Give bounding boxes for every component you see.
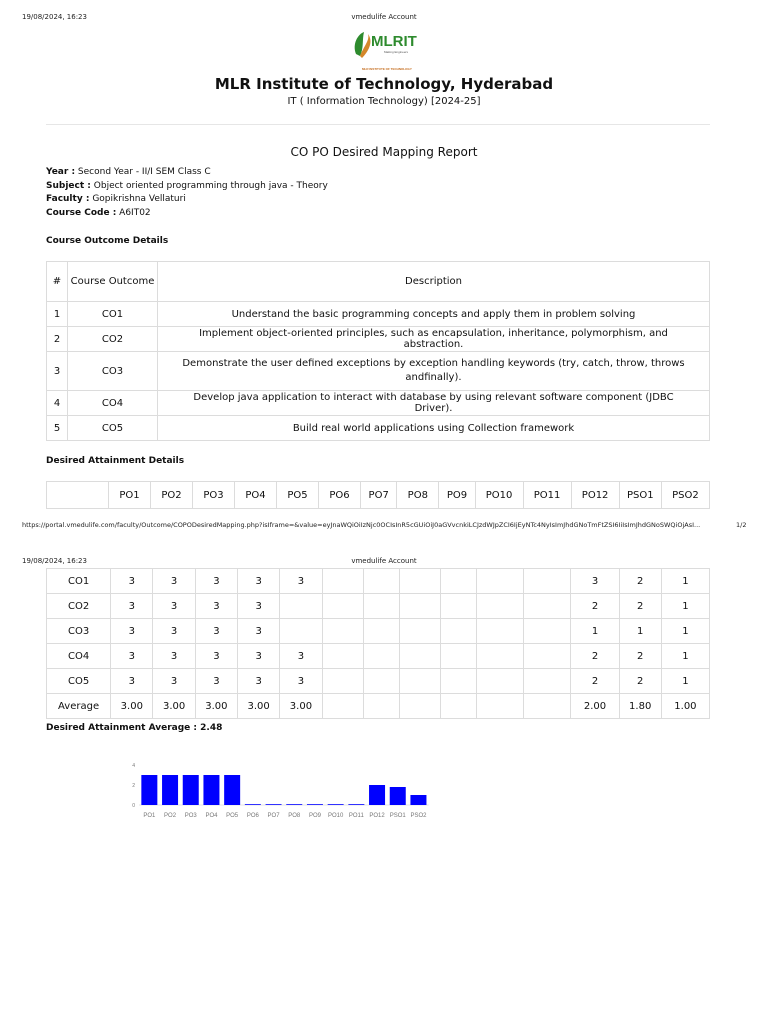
- bar-po4: [203, 775, 219, 805]
- course-outcome-heading: Course Outcome Details: [46, 236, 169, 246]
- table-row: 3 CO3 Demonstrate the user defined exceptions by exception handling keywords (try, catch, throw, throws andfinally).: [47, 352, 710, 391]
- x-tick-label: PO1: [143, 813, 156, 819]
- header-cell: PO11: [523, 482, 571, 509]
- header-cell: [47, 482, 109, 509]
- logo-subtitle: MLR INSTITUTE OF TECHNOLOGY: [362, 67, 412, 71]
- table-cell: 3: [195, 619, 237, 644]
- table-cell: 3: [238, 569, 280, 594]
- table-cell: 1: [661, 569, 709, 594]
- page-number: 1/2: [736, 521, 747, 529]
- table-cell: 2: [571, 644, 619, 669]
- table-cell: [322, 644, 363, 669]
- table-cell: [524, 669, 571, 694]
- table-cell: [476, 644, 523, 669]
- table-row: [47, 669, 710, 694]
- table-cell: 3.00: [280, 694, 322, 719]
- table-cell: 3: [153, 669, 195, 694]
- table-cell: [280, 594, 322, 619]
- attainment-average: Desired Attainment Average : 2.48: [46, 723, 223, 733]
- table-cell: [476, 569, 523, 594]
- logo-text: MLRIT: [371, 33, 417, 50]
- table-cell: Average: [47, 694, 111, 719]
- department-name: IT ( Information Technology) [2024-25]: [287, 96, 481, 107]
- table-cell: [399, 694, 440, 719]
- x-tick-label: PO9: [308, 813, 321, 819]
- table-cell: [322, 694, 363, 719]
- table-cell: [364, 619, 400, 644]
- table-cell: [322, 669, 363, 694]
- y-tick-label: 0: [132, 803, 135, 809]
- y-tick-label: 4: [132, 763, 135, 769]
- table-row: 2 CO2 Implement object-oriented principles, such as encapsulation, inheritance, polymorphism, and abstraction.: [47, 327, 710, 352]
- table-cell: [476, 669, 523, 694]
- header-cell: PO1: [109, 482, 151, 509]
- table-cell: 2: [619, 569, 661, 594]
- x-tick-label: PO6: [246, 813, 259, 819]
- bar-po11: [348, 804, 364, 805]
- bar-po7: [266, 804, 282, 805]
- table-cell: [399, 669, 440, 694]
- table-cell: 3: [195, 644, 237, 669]
- table-cell: 3: [280, 669, 322, 694]
- bar-po6: [245, 804, 261, 805]
- table-cell: 1: [661, 669, 709, 694]
- table-row: [47, 694, 710, 719]
- table-cell: [524, 644, 571, 669]
- table-cell: CO1: [47, 569, 111, 594]
- header-cell: PO2: [151, 482, 193, 509]
- x-tick-label: PO5: [226, 813, 239, 819]
- table-cell: [322, 619, 363, 644]
- x-tick-label: PO4: [205, 813, 218, 819]
- x-tick-label: PSO2: [410, 813, 427, 819]
- table-cell: 2: [619, 669, 661, 694]
- table-cell: 3: [195, 594, 237, 619]
- table-cell: [399, 594, 440, 619]
- table-cell: 3: [153, 644, 195, 669]
- table-cell: 3: [571, 569, 619, 594]
- table-cell: [399, 569, 440, 594]
- y-tick-label: 2: [132, 783, 135, 789]
- table-cell: 2: [619, 644, 661, 669]
- table-header-row: [47, 262, 710, 302]
- table-cell: CO5: [47, 669, 111, 694]
- header-cell: PSO1: [619, 482, 661, 509]
- bar-po5: [224, 775, 240, 805]
- table-cell: 3: [153, 569, 195, 594]
- table-cell: 1: [571, 619, 619, 644]
- table-cell: 3: [111, 669, 153, 694]
- table-cell: 3: [111, 594, 153, 619]
- bar-pso1: [390, 787, 406, 805]
- x-tick-label: PO3: [184, 813, 197, 819]
- header-cell: PO8: [397, 482, 439, 509]
- institute-logo: [344, 26, 424, 76]
- table-cell: [524, 569, 571, 594]
- header-cell: PO5: [277, 482, 319, 509]
- table-cell: [399, 619, 440, 644]
- table-cell: [364, 569, 400, 594]
- table-row: [47, 619, 710, 644]
- bar-po12: [369, 785, 385, 805]
- x-tick-label: PO8: [288, 813, 301, 819]
- table-cell: 3.00: [195, 694, 237, 719]
- table-cell: [364, 594, 400, 619]
- report-title: CO PO Desired Mapping Report: [290, 145, 478, 159]
- table-cell: [441, 669, 477, 694]
- bar-pso2: [410, 795, 426, 805]
- table-cell: 3: [195, 569, 237, 594]
- table-cell: [441, 619, 477, 644]
- table-cell: 2: [571, 594, 619, 619]
- table-cell: 1.80: [619, 694, 661, 719]
- table-cell: 3: [280, 569, 322, 594]
- table-cell: 3: [153, 594, 195, 619]
- x-tick-label: PO7: [267, 813, 280, 819]
- table-row: [47, 644, 710, 669]
- table-cell: 3: [238, 619, 280, 644]
- bar-po2: [162, 775, 178, 805]
- table-row: [47, 594, 710, 619]
- table-cell: 3.00: [153, 694, 195, 719]
- table-cell: 3: [238, 669, 280, 694]
- table-cell: 2: [571, 669, 619, 694]
- table-cell: 1: [661, 644, 709, 669]
- table-cell: 3: [111, 619, 153, 644]
- table-cell: [364, 669, 400, 694]
- table-cell: [476, 594, 523, 619]
- header-cell: PSO2: [661, 482, 709, 509]
- table-cell: 3: [153, 619, 195, 644]
- table-row: 1 CO1 Understand the basic programming concepts and apply them in problem solving: [47, 302, 710, 327]
- meta-subject: Subject : Object oriented programming through java - Theory: [46, 180, 328, 191]
- table-row: 5 CO5 Build real world applications using Collection framework: [47, 416, 710, 441]
- page-url: https://portal.vmedulife.com/faculty/Outcome/COPODesiredMapping.php?isIframe=&value=eyJnaWQiOiIzNjc0OCIsInR5cGUiOiJ0aGVvcnkiLCJzdWJpZCI6IjEyNTc4NyIsImJhdGNoTmFtZSI6IiIsImJhdGNoSWQiOjAsI...: [22, 521, 701, 529]
- institute-name: MLR Institute of Technology, Hyderabad: [214, 75, 554, 93]
- print-title: vmedulife Account: [351, 557, 417, 565]
- x-tick-label: PO12: [369, 813, 385, 819]
- table-cell: 2: [619, 594, 661, 619]
- meta-course-code: Course Code : A6IT02: [46, 207, 151, 218]
- table-cell: [322, 594, 363, 619]
- table-cell: 3: [238, 594, 280, 619]
- divider: [46, 124, 710, 125]
- table-cell: CO3: [47, 619, 111, 644]
- table-cell: [524, 619, 571, 644]
- table-cell: 3.00: [238, 694, 280, 719]
- table-cell: [524, 694, 571, 719]
- table-cell: 3: [280, 644, 322, 669]
- header-cell: PO10: [475, 482, 523, 509]
- header-cell: PO7: [361, 482, 397, 509]
- print-title: vmedulife Account: [351, 13, 417, 21]
- attainment-bar-chart: [124, 757, 427, 827]
- x-tick-label: PO2: [164, 813, 177, 819]
- header-cell: PO12: [571, 482, 619, 509]
- table-cell: CO2: [47, 594, 111, 619]
- table-cell: [441, 594, 477, 619]
- header-cell: #: [47, 262, 68, 302]
- table-cell: [322, 569, 363, 594]
- table-cell: [364, 644, 400, 669]
- table-cell: 3.00: [111, 694, 153, 719]
- table-cell: 3: [111, 644, 153, 669]
- report-meta: [46, 166, 328, 220]
- bar-po8: [286, 804, 302, 805]
- table-cell: 3: [111, 569, 153, 594]
- print-datetime: 19/08/2024, 16:23: [22, 557, 87, 565]
- header-cell: PO9: [439, 482, 475, 509]
- table-cell: [441, 694, 477, 719]
- x-tick-label: PSO1: [389, 813, 406, 819]
- header-cell: PO3: [193, 482, 235, 509]
- print-datetime: 19/08/2024, 16:23: [22, 13, 87, 21]
- x-tick-label: PO10: [327, 813, 344, 819]
- table-cell: 3: [195, 669, 237, 694]
- course-outcome-table: [46, 261, 710, 441]
- meta-year: Year : Second Year - II/I SEM Class C: [46, 167, 211, 177]
- table-row: 4 CO4 Develop java application to interact with database by using relevant software component (JDBC Driver).: [47, 391, 710, 416]
- table-cell: 1: [619, 619, 661, 644]
- bar-po3: [183, 775, 199, 805]
- table-cell: [476, 619, 523, 644]
- table-cell: CO4: [47, 644, 111, 669]
- header-cell: PO4: [235, 482, 277, 509]
- table-cell: [476, 694, 523, 719]
- logo-tagline: Making Engineers: [384, 50, 409, 54]
- table-header-row: [47, 482, 710, 509]
- attainment-header-table: [46, 481, 710, 509]
- header-cell: Course Outcome: [68, 262, 158, 302]
- table-cell: 1: [661, 619, 709, 644]
- table-cell: 1: [661, 594, 709, 619]
- table-cell: [524, 594, 571, 619]
- meta-faculty: Faculty : Gopikrishna Vellaturi: [46, 194, 186, 204]
- table-cell: 1.00: [661, 694, 709, 719]
- attainment-heading: Desired Attainment Details: [46, 456, 185, 466]
- table-cell: [280, 619, 322, 644]
- table-cell: [364, 694, 400, 719]
- table-cell: [441, 644, 477, 669]
- bar-po1: [141, 775, 157, 805]
- attainment-table: [46, 568, 710, 719]
- table-cell: [399, 644, 440, 669]
- table-cell: 2.00: [571, 694, 619, 719]
- bar-po10: [328, 804, 344, 805]
- table-cell: [441, 569, 477, 594]
- bar-po9: [307, 804, 323, 805]
- header-cell: Description: [158, 262, 710, 302]
- table-cell: 3: [238, 644, 280, 669]
- header-cell: PO6: [319, 482, 361, 509]
- x-tick-label: PO11: [348, 813, 364, 819]
- table-row: [47, 569, 710, 594]
- logo-icon: [344, 26, 424, 76]
